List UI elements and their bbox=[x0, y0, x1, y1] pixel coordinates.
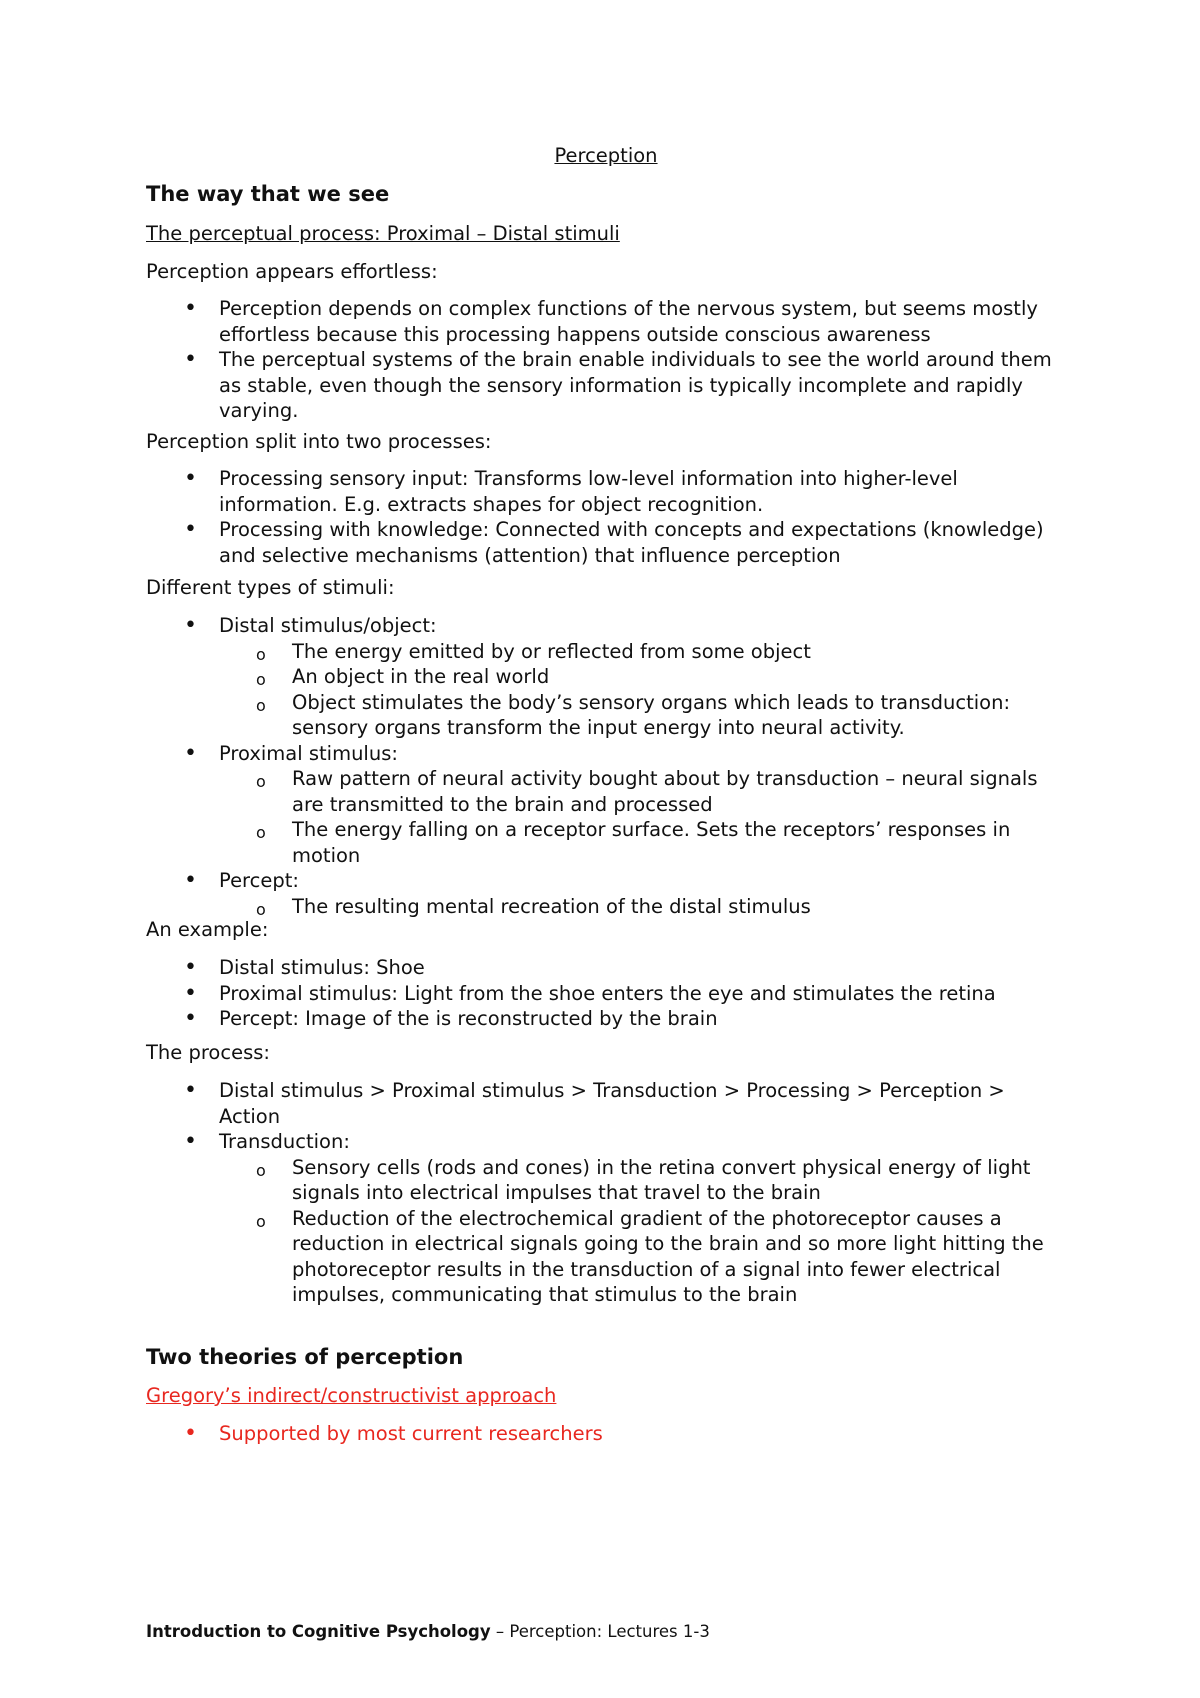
footer-detail: Perception: Lectures 1-3 bbox=[509, 1622, 710, 1641]
list-item: • The perceptual systems of the brain enable individuals to see the world around them as stable, even though the sensory information is typically incomplete and rapidly varying. bbox=[184, 347, 1052, 422]
list-item: • Transduction: o Sensory cells (rods and cones) in the retina convert physical energy of light signals into electrical impulses that travel to the brain o Reduction of the electrochemical gradient of the photoreceptor causes a reduction in electrical signals going to the brain and so more light hitting the photoreceptor results in the transduction of a signal into fewer electrical impulses, communicating that stimulus to the brain bbox=[146, 1129, 1066, 1308]
sub-list bbox=[219, 766, 1066, 868]
sub-list-item: o The resulting mental recreation of the distal stimulus bbox=[219, 894, 1066, 920]
sub-list-item: o Sensory cells (rods and cones) in the retina convert physical energy of light signals into electrical impulses that travel to the brain bbox=[256, 1155, 1031, 1204]
bullet-list-red bbox=[146, 1421, 1066, 1447]
bullet-icon: • bbox=[184, 296, 197, 321]
section-lead: The process: bbox=[146, 1041, 270, 1064]
bullet-icon: • bbox=[184, 1006, 197, 1031]
footer-course: Introduction to Cognitive Psychology bbox=[146, 1622, 491, 1641]
bullet-icon: • bbox=[184, 1421, 197, 1446]
bullet-icon: • bbox=[184, 868, 197, 893]
list-item: • Distal stimulus > Proximal stimulus > Transduction > Processing > Perception > Action bbox=[184, 1078, 1005, 1128]
bullet-icon: • bbox=[184, 740, 197, 766]
list-item: • Proximal stimulus: o Raw pattern of neural activity bought about by transduction – neural signals are transmitted to the brain and processed o The energy falling on a receptor surface. Sets the receptors’ responses in motion bbox=[146, 741, 1066, 869]
sub-list-item: o Reduction of the electrochemical gradient of the photoreceptor causes a reduction in electrical signals going to the brain and so more light hitting the photoreceptor results in the transduction of a signal into fewer electrical impulses, communicating that stimulus to the brain bbox=[256, 1206, 1044, 1306]
sub-list-item: o Raw pattern of neural activity bought about by transduction – neural signals are transmitted to the brain and processed bbox=[256, 767, 1038, 816]
list-item: • Supported by most current researchers bbox=[184, 1421, 603, 1446]
list-item: • Processing sensory input: Transforms low-level information into higher-level information. E.g. extracts shapes for object recognition. bbox=[184, 466, 958, 516]
document-title: Perception bbox=[554, 144, 658, 167]
bullet-list bbox=[146, 296, 1066, 424]
bullet-list bbox=[146, 613, 1066, 919]
bullet-icon: • bbox=[184, 347, 197, 372]
list-item: • Distal stimulus/object: o The energy emitted by or reflected from some object o An object in the real world o Object stimulates the body’s sensory organs which leads to transduction: sensory organs transform the input energy into neural activity. bbox=[146, 613, 1066, 741]
bullet-list bbox=[146, 1078, 1066, 1308]
sub-bullet-icon: o bbox=[256, 899, 266, 919]
sub-list bbox=[219, 1155, 1066, 1308]
heading-the-way-that-we-see: The way that we see bbox=[146, 182, 390, 206]
bullet-icon: • bbox=[184, 613, 197, 638]
bullet-icon: • bbox=[184, 466, 197, 491]
bullet-icon: • bbox=[184, 517, 197, 542]
list-item: • Processing with knowledge: Connected with concepts and expectations (knowledge) and selective mechanisms (attention) that influence perception bbox=[184, 517, 1044, 567]
subheading-gregory-approach: Gregory’s indirect/constructivist approach bbox=[146, 1384, 557, 1407]
list-item: • Proximal stimulus: Light from the shoe enters the eye and stimulates the retina bbox=[184, 980, 996, 1006]
sub-bullet-icon: o bbox=[256, 670, 266, 689]
list-item: • Distal stimulus: Shoe bbox=[184, 955, 425, 980]
section-lead: Perception split into two processes: bbox=[146, 430, 492, 453]
sub-bullet-icon: o bbox=[256, 644, 266, 664]
bullet-list bbox=[146, 466, 1066, 568]
sub-list bbox=[219, 894, 1066, 920]
section-lead: An example: bbox=[146, 918, 269, 941]
page-footer bbox=[146, 1622, 710, 1641]
sub-list-item: o The energy emitted by or reflected from some object bbox=[219, 639, 1066, 665]
heading-two-theories: Two theories of perception bbox=[146, 1345, 464, 1369]
sub-list-item: o The energy falling on a receptor surface. Sets the receptors’ responses in motion bbox=[256, 818, 1011, 867]
bullet-icon: • bbox=[184, 980, 197, 1006]
sub-bullet-icon: o bbox=[256, 772, 266, 791]
list-item: • Percept: Image of the is reconstructed by the brain bbox=[184, 1006, 718, 1031]
section-lead: Perception appears effortless: bbox=[146, 260, 438, 283]
sub-list-item: o An object in the real world bbox=[219, 664, 1066, 690]
section-lead: Different types of stimuli: bbox=[146, 576, 395, 599]
list-item: • Perception depends on complex functions of the nervous system, but seems mostly effortless because this processing happens outside conscious awareness bbox=[184, 296, 1038, 346]
sub-bullet-icon: o bbox=[256, 1160, 266, 1180]
subheading-perceptual-process: The perceptual process: Proximal – Distal stimuli bbox=[146, 222, 620, 245]
bullet-icon: • bbox=[184, 1078, 197, 1103]
sub-list-item: o Object stimulates the body’s sensory organs which leads to transduction: sensory organs transform the input energy into neural activity. bbox=[256, 690, 1011, 739]
footer-separator: – bbox=[490, 1622, 510, 1641]
sub-bullet-icon: o bbox=[256, 823, 266, 842]
sub-bullet-icon: o bbox=[256, 1211, 266, 1231]
sub-bullet-icon: o bbox=[256, 695, 266, 715]
bullet-icon: • bbox=[184, 955, 197, 980]
list-item: • Percept: o The resulting mental recreation of the distal stimulus bbox=[146, 868, 1066, 919]
sub-list bbox=[219, 639, 1066, 741]
bullet-icon: • bbox=[184, 1129, 197, 1154]
bullet-list bbox=[146, 955, 1066, 1032]
